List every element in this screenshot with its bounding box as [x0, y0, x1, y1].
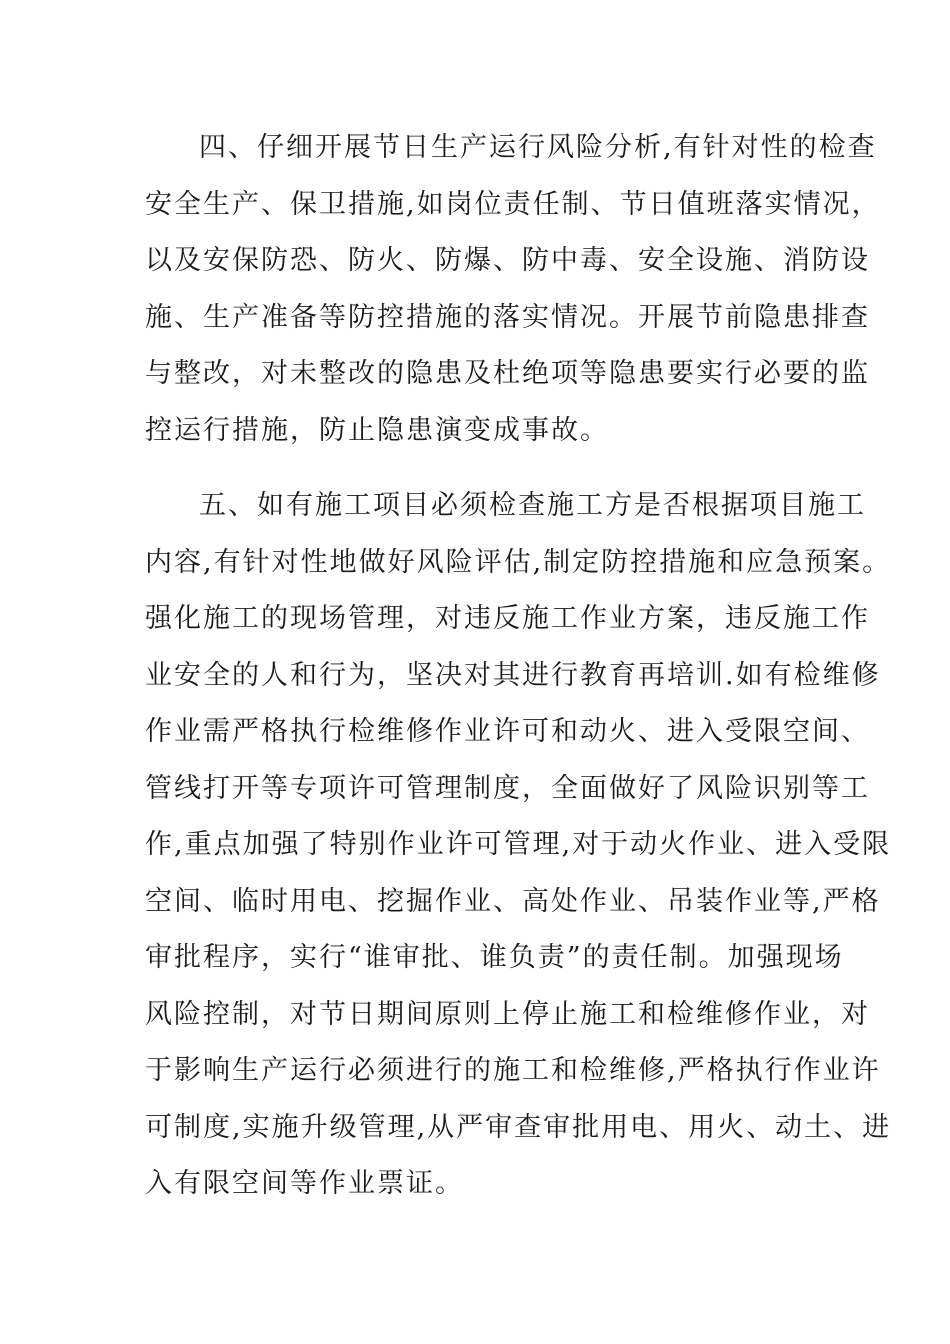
paragraph-line: 施、生产准备等防控措施的落实情况。开展节前隐患排查 — [145, 301, 870, 333]
paragraph-line: 作,重点加强了特别作业许可管理,对于动火作业、进入受限 — [145, 829, 892, 860]
paragraph-line: 内容,有针对性地做好风险评估,制定防控措施和应急预案。 — [145, 546, 892, 578]
paragraph-line: 业安全的人和行为，坚决对其进行教育再培训.如有检维修 — [145, 659, 881, 691]
paragraph-line: 作业需严格执行检维修作业许可和动火、进入受限空间、 — [145, 716, 870, 747]
paragraph-line: 与整改，对未整改的隐患及杜绝项等隐患要实行必要的监 — [145, 358, 870, 389]
paragraph-line: 管线打开等专项许可管理制度，全面做好了风险识别等工 — [145, 772, 870, 804]
paragraph-line: 审批程序，实行“谁审批、谁负责”的责任制。加强现场 — [145, 942, 844, 973]
paragraph-line: 入有限空间等作业票证。 — [145, 1168, 464, 1199]
paragraph-line: 以及安保防恐、防火、防爆、防中毒、安全设施、消防设 — [145, 245, 870, 276]
paragraph-five — [145, 478, 892, 1213]
paragraph-line: 风险控制，对节日期间原则上停止施工和检维修作业，对 — [145, 998, 870, 1030]
paragraph-line: 可制度,实施升级管理,从严审查审批用电、用火、动土、进 — [145, 1111, 892, 1143]
paragraph-line: 空间、临时用电、挖掘作业、高处作业、吊装作业等,严格 — [145, 885, 881, 917]
paragraph-line: 强化施工的现场管理，对违反施工作业方案，违反施工作 — [145, 603, 870, 634]
paragraph-line: 于影响生产运行必须进行的施工和检维修,严格执行作业许 — [145, 1055, 881, 1086]
paragraph-line: 五、如有施工项目必须检查施工方是否根据项目施工 — [199, 490, 866, 521]
paragraph-line: 安全生产、保卫措施,如岗位责任制、节日值班落实情况， — [145, 188, 881, 220]
paragraph-four — [145, 120, 881, 459]
paragraph-line: 控运行措施，防止隐患演变成事故。 — [145, 414, 609, 446]
paragraph-line: 四、仔细开展节日生产运行风险分析,有针对性的检查 — [199, 132, 877, 163]
